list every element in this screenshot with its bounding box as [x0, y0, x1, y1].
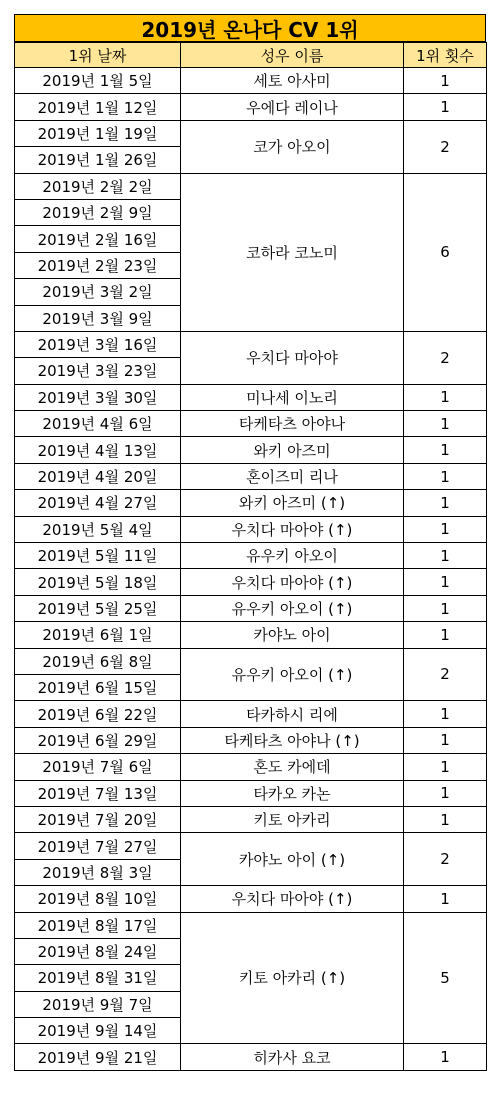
- date-cell: 2019년 2월 9일: [15, 199, 181, 225]
- date-cell: 2019년 6월 29일: [15, 727, 181, 753]
- count-cell: 1: [404, 437, 487, 463]
- count-cell: 1: [404, 1044, 487, 1070]
- date-cell: 2019년 1월 26일: [15, 147, 181, 173]
- table-row: [15, 543, 487, 569]
- count-cell: 1: [404, 516, 487, 542]
- date-cell: 2019년 3월 2일: [15, 279, 181, 305]
- count-cell: 1: [404, 595, 487, 621]
- name-cell: 타케타츠 아야나 (↑): [181, 727, 404, 753]
- count-cell: 1: [404, 622, 487, 648]
- table-row: [15, 68, 487, 94]
- date-cell: 2019년 4월 27일: [15, 490, 181, 516]
- table-row: [15, 833, 487, 859]
- table-row: [15, 754, 487, 780]
- count-cell: 1: [404, 384, 487, 410]
- name-cell: 우치다 마아야 (↑): [181, 886, 404, 912]
- count-cell: 1: [404, 701, 487, 727]
- name-cell: 키토 아카리: [181, 806, 404, 832]
- table-row: [15, 384, 487, 410]
- sheet-title: 2019년 온나다 CV 1위: [14, 14, 486, 42]
- date-cell: 2019년 4월 20일: [15, 463, 181, 489]
- date-cell: 2019년 9월 14일: [15, 1018, 181, 1044]
- table-row: [15, 912, 487, 938]
- name-cell: 코하라 코노미: [181, 173, 404, 331]
- table-row: [15, 1044, 487, 1070]
- count-cell: 1: [404, 94, 487, 120]
- header-count: 1위 횟수: [404, 43, 487, 68]
- name-cell: 카야노 아이 (↑): [181, 833, 404, 886]
- table-row: [15, 437, 487, 463]
- table-row: [15, 331, 487, 357]
- count-cell: 2: [404, 648, 487, 701]
- name-cell: 와키 아즈미: [181, 437, 404, 463]
- count-cell: 5: [404, 912, 487, 1044]
- date-cell: 2019년 5월 11일: [15, 543, 181, 569]
- date-cell: 2019년 8월 31일: [15, 965, 181, 991]
- count-cell: 2: [404, 120, 487, 173]
- header-row: [15, 43, 487, 68]
- count-cell: 1: [404, 490, 487, 516]
- date-cell: 2019년 4월 6일: [15, 411, 181, 437]
- date-cell: 2019년 7월 27일: [15, 833, 181, 859]
- ranking-sheet: [14, 14, 486, 1071]
- date-cell: 2019년 8월 17일: [15, 912, 181, 938]
- name-cell: 히카사 요코: [181, 1044, 404, 1070]
- date-cell: 2019년 8월 3일: [15, 859, 181, 885]
- date-cell: 2019년 5월 4일: [15, 516, 181, 542]
- date-cell: 2019년 8월 24일: [15, 938, 181, 964]
- date-cell: 2019년 6월 15일: [15, 674, 181, 700]
- count-cell: 1: [404, 463, 487, 489]
- name-cell: 우치다 마아야 (↑): [181, 516, 404, 542]
- count-cell: 1: [404, 68, 487, 94]
- date-cell: 2019년 9월 21일: [15, 1044, 181, 1070]
- table-row: [15, 727, 487, 753]
- date-cell: 2019년 7월 6일: [15, 754, 181, 780]
- date-cell: 2019년 2월 23일: [15, 252, 181, 278]
- name-cell: 혼도 카에데: [181, 754, 404, 780]
- name-cell: 미나세 이노리: [181, 384, 404, 410]
- table-row: [15, 622, 487, 648]
- table-row: [15, 516, 487, 542]
- table-row: [15, 595, 487, 621]
- name-cell: 우치다 마아야: [181, 331, 404, 384]
- name-cell: 타카오 카논: [181, 780, 404, 806]
- count-cell: 2: [404, 833, 487, 886]
- table-row: [15, 94, 487, 120]
- count-cell: 1: [404, 780, 487, 806]
- count-cell: 2: [404, 331, 487, 384]
- date-cell: 2019년 6월 1일: [15, 622, 181, 648]
- name-cell: 타케타츠 아야나: [181, 411, 404, 437]
- count-cell: 1: [404, 754, 487, 780]
- date-cell: 2019년 6월 8일: [15, 648, 181, 674]
- name-cell: 우에다 레이나: [181, 94, 404, 120]
- date-cell: 2019년 2월 16일: [15, 226, 181, 252]
- table-row: [15, 490, 487, 516]
- table-row: [15, 886, 487, 912]
- date-cell: 2019년 1월 5일: [15, 68, 181, 94]
- name-cell: 타카하시 리에: [181, 701, 404, 727]
- table-row: [15, 806, 487, 832]
- table-row: [15, 173, 487, 199]
- count-cell: 6: [404, 173, 487, 331]
- date-cell: 2019년 3월 16일: [15, 331, 181, 357]
- table-row: [15, 120, 487, 146]
- count-cell: 1: [404, 886, 487, 912]
- name-cell: 세토 아사미: [181, 68, 404, 94]
- name-cell: 키토 아카리 (↑): [181, 912, 404, 1044]
- date-cell: 2019년 9월 7일: [15, 991, 181, 1017]
- date-cell: 2019년 3월 30일: [15, 384, 181, 410]
- date-cell: 2019년 8월 10일: [15, 886, 181, 912]
- table-row: [15, 701, 487, 727]
- name-cell: 유우키 아오이: [181, 543, 404, 569]
- count-cell: 1: [404, 806, 487, 832]
- header-name: 성우 이름: [181, 43, 404, 68]
- table-row: [15, 780, 487, 806]
- count-cell: 1: [404, 569, 487, 595]
- date-cell: 2019년 3월 23일: [15, 358, 181, 384]
- table-row: [15, 648, 487, 674]
- date-cell: 2019년 6월 22일: [15, 701, 181, 727]
- name-cell: 유우키 아오이 (↑): [181, 648, 404, 701]
- date-cell: 2019년 3월 9일: [15, 305, 181, 331]
- table-row: [15, 569, 487, 595]
- date-cell: 2019년 7월 13일: [15, 780, 181, 806]
- header-date: 1위 날짜: [15, 43, 181, 68]
- count-cell: 1: [404, 727, 487, 753]
- date-cell: 2019년 1월 19일: [15, 120, 181, 146]
- date-cell: 2019년 5월 25일: [15, 595, 181, 621]
- name-cell: 카야노 아이: [181, 622, 404, 648]
- date-cell: 2019년 5월 18일: [15, 569, 181, 595]
- name-cell: 와키 아즈미 (↑): [181, 490, 404, 516]
- table-row: [15, 411, 487, 437]
- count-cell: 1: [404, 411, 487, 437]
- date-cell: 2019년 4월 13일: [15, 437, 181, 463]
- date-cell: 2019년 7월 20일: [15, 806, 181, 832]
- count-cell: 1: [404, 543, 487, 569]
- name-cell: 코가 아오이: [181, 120, 404, 173]
- ranking-table: [14, 42, 487, 1071]
- table-body: [15, 68, 487, 1071]
- date-cell: 2019년 1월 12일: [15, 94, 181, 120]
- name-cell: 혼이즈미 리나: [181, 463, 404, 489]
- name-cell: 유우키 아오이 (↑): [181, 595, 404, 621]
- table-row: [15, 463, 487, 489]
- date-cell: 2019년 2월 2일: [15, 173, 181, 199]
- name-cell: 우치다 마아야 (↑): [181, 569, 404, 595]
